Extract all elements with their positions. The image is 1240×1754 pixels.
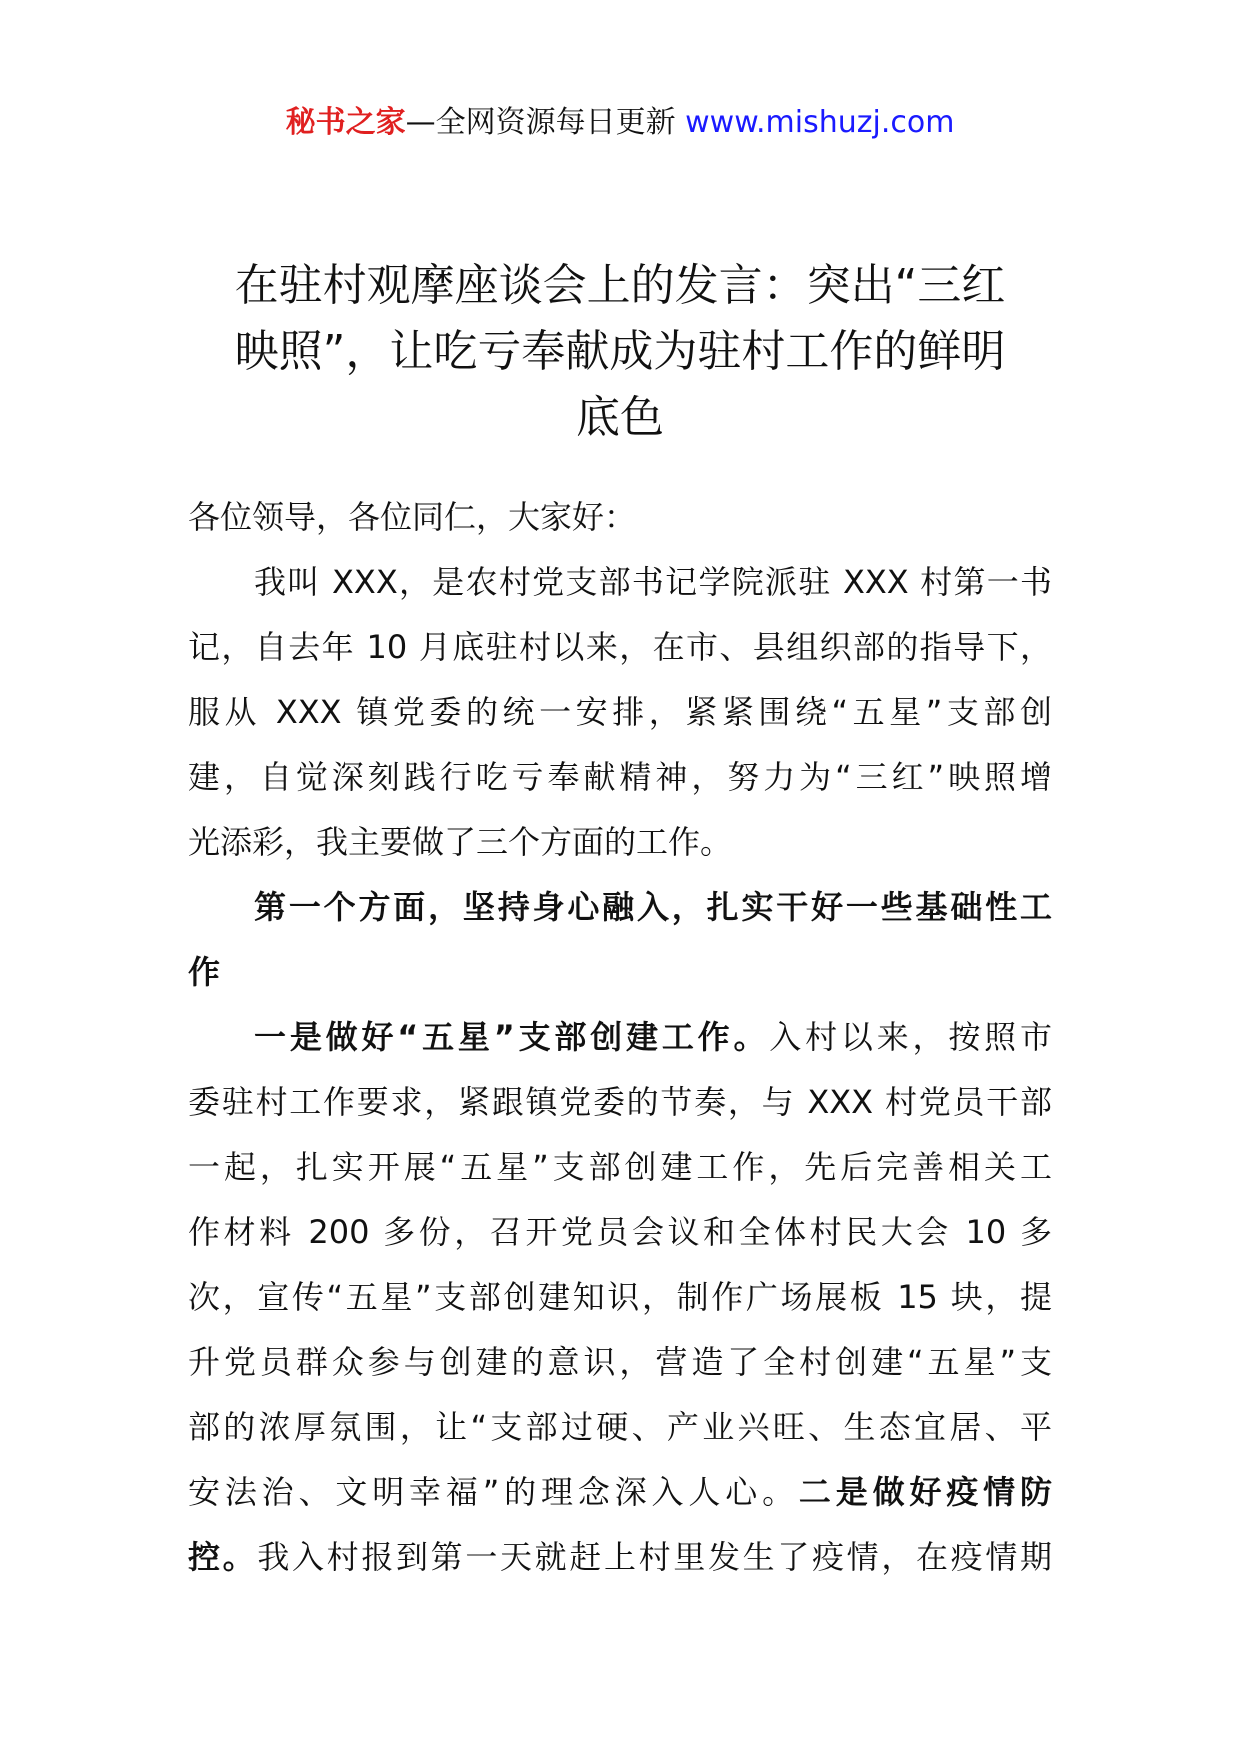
text-line: 升党员群众参与创建的意识，营造了全村创建“五星”支 <box>188 1343 1052 1381</box>
document-body <box>188 485 1052 1590</box>
site-url-link[interactable]: www.mishuzj.com <box>685 105 955 140</box>
title-line: 映照”，让吃亏奉献成为驻村工作的鲜明 <box>234 326 1006 377</box>
point-heading: 二是做好疫情防 <box>798 1473 1052 1511</box>
text-line: 部的浓厚氛围，让“支部过硬、产业兴旺、生态宜居、平 <box>188 1408 1052 1446</box>
text-line: 安法治、文明幸福”的理念深入人心。二是做好疫情防 <box>188 1473 1052 1511</box>
site-header <box>0 103 1240 143</box>
paragraph-five-star <box>188 1005 1052 1590</box>
text-line: 次，宣传“五星”支部创建知识，制作广场展板 15 块，提 <box>188 1278 1052 1316</box>
title-line: 在驻村观摩座谈会上的发言：突出“三红 <box>234 260 1006 311</box>
text-line: 光添彩，我主要做了三个方面的工作。 <box>188 823 733 861</box>
point-heading: 控。 <box>188 1538 258 1576</box>
document-title <box>190 253 1050 451</box>
text-line: 委驻村工作要求，紧跟镇党委的节奏，与 XXX 村党员干部 <box>188 1083 1052 1121</box>
site-slogan: —全网资源每日更新 <box>405 105 676 140</box>
title-line: 底色 <box>576 392 664 443</box>
text-line: 服从 XXX 镇党委的统一安排，紧紧围绕“五星”支部创 <box>188 693 1052 731</box>
text-line: 一是做好“五星”支部创建工作。入村以来，按照市 <box>254 1018 1052 1056</box>
site-brand: 秘书之家 <box>285 105 406 140</box>
section-heading-1 <box>188 875 1052 1005</box>
text-line: 我叫 XXX，是农村党支部书记学院派驻 XXX 村第一书 <box>254 563 1052 601</box>
section-heading-line: 第一个方面，坚持身心融入，扎实干好一些基础性工 <box>254 888 1052 926</box>
greeting: 各位领导，各位同仁，大家好： <box>188 498 637 536</box>
text-line: 控。我入村报到第一天就赶上村里发生了疫情，在疫情期 <box>188 1538 1052 1576</box>
point-heading: 一是做好“五星”支部创建工作。 <box>254 1018 770 1056</box>
text-line: 记，自去年 10 月底驻村以来，在市、县组织部的指导下， <box>188 628 1052 666</box>
text-line: 建，自觉深刻践行吃亏奉献精神，努力为“三红”映照增 <box>188 758 1052 796</box>
paragraph-intro <box>188 550 1052 875</box>
text-line: 作材料 200 多份，召开党员会议和全体村民大会 10 多 <box>188 1213 1052 1251</box>
text-line: 一起，扎实开展“五星”支部创建工作，先后完善相关工 <box>188 1148 1052 1186</box>
section-heading-line: 作 <box>188 953 221 991</box>
